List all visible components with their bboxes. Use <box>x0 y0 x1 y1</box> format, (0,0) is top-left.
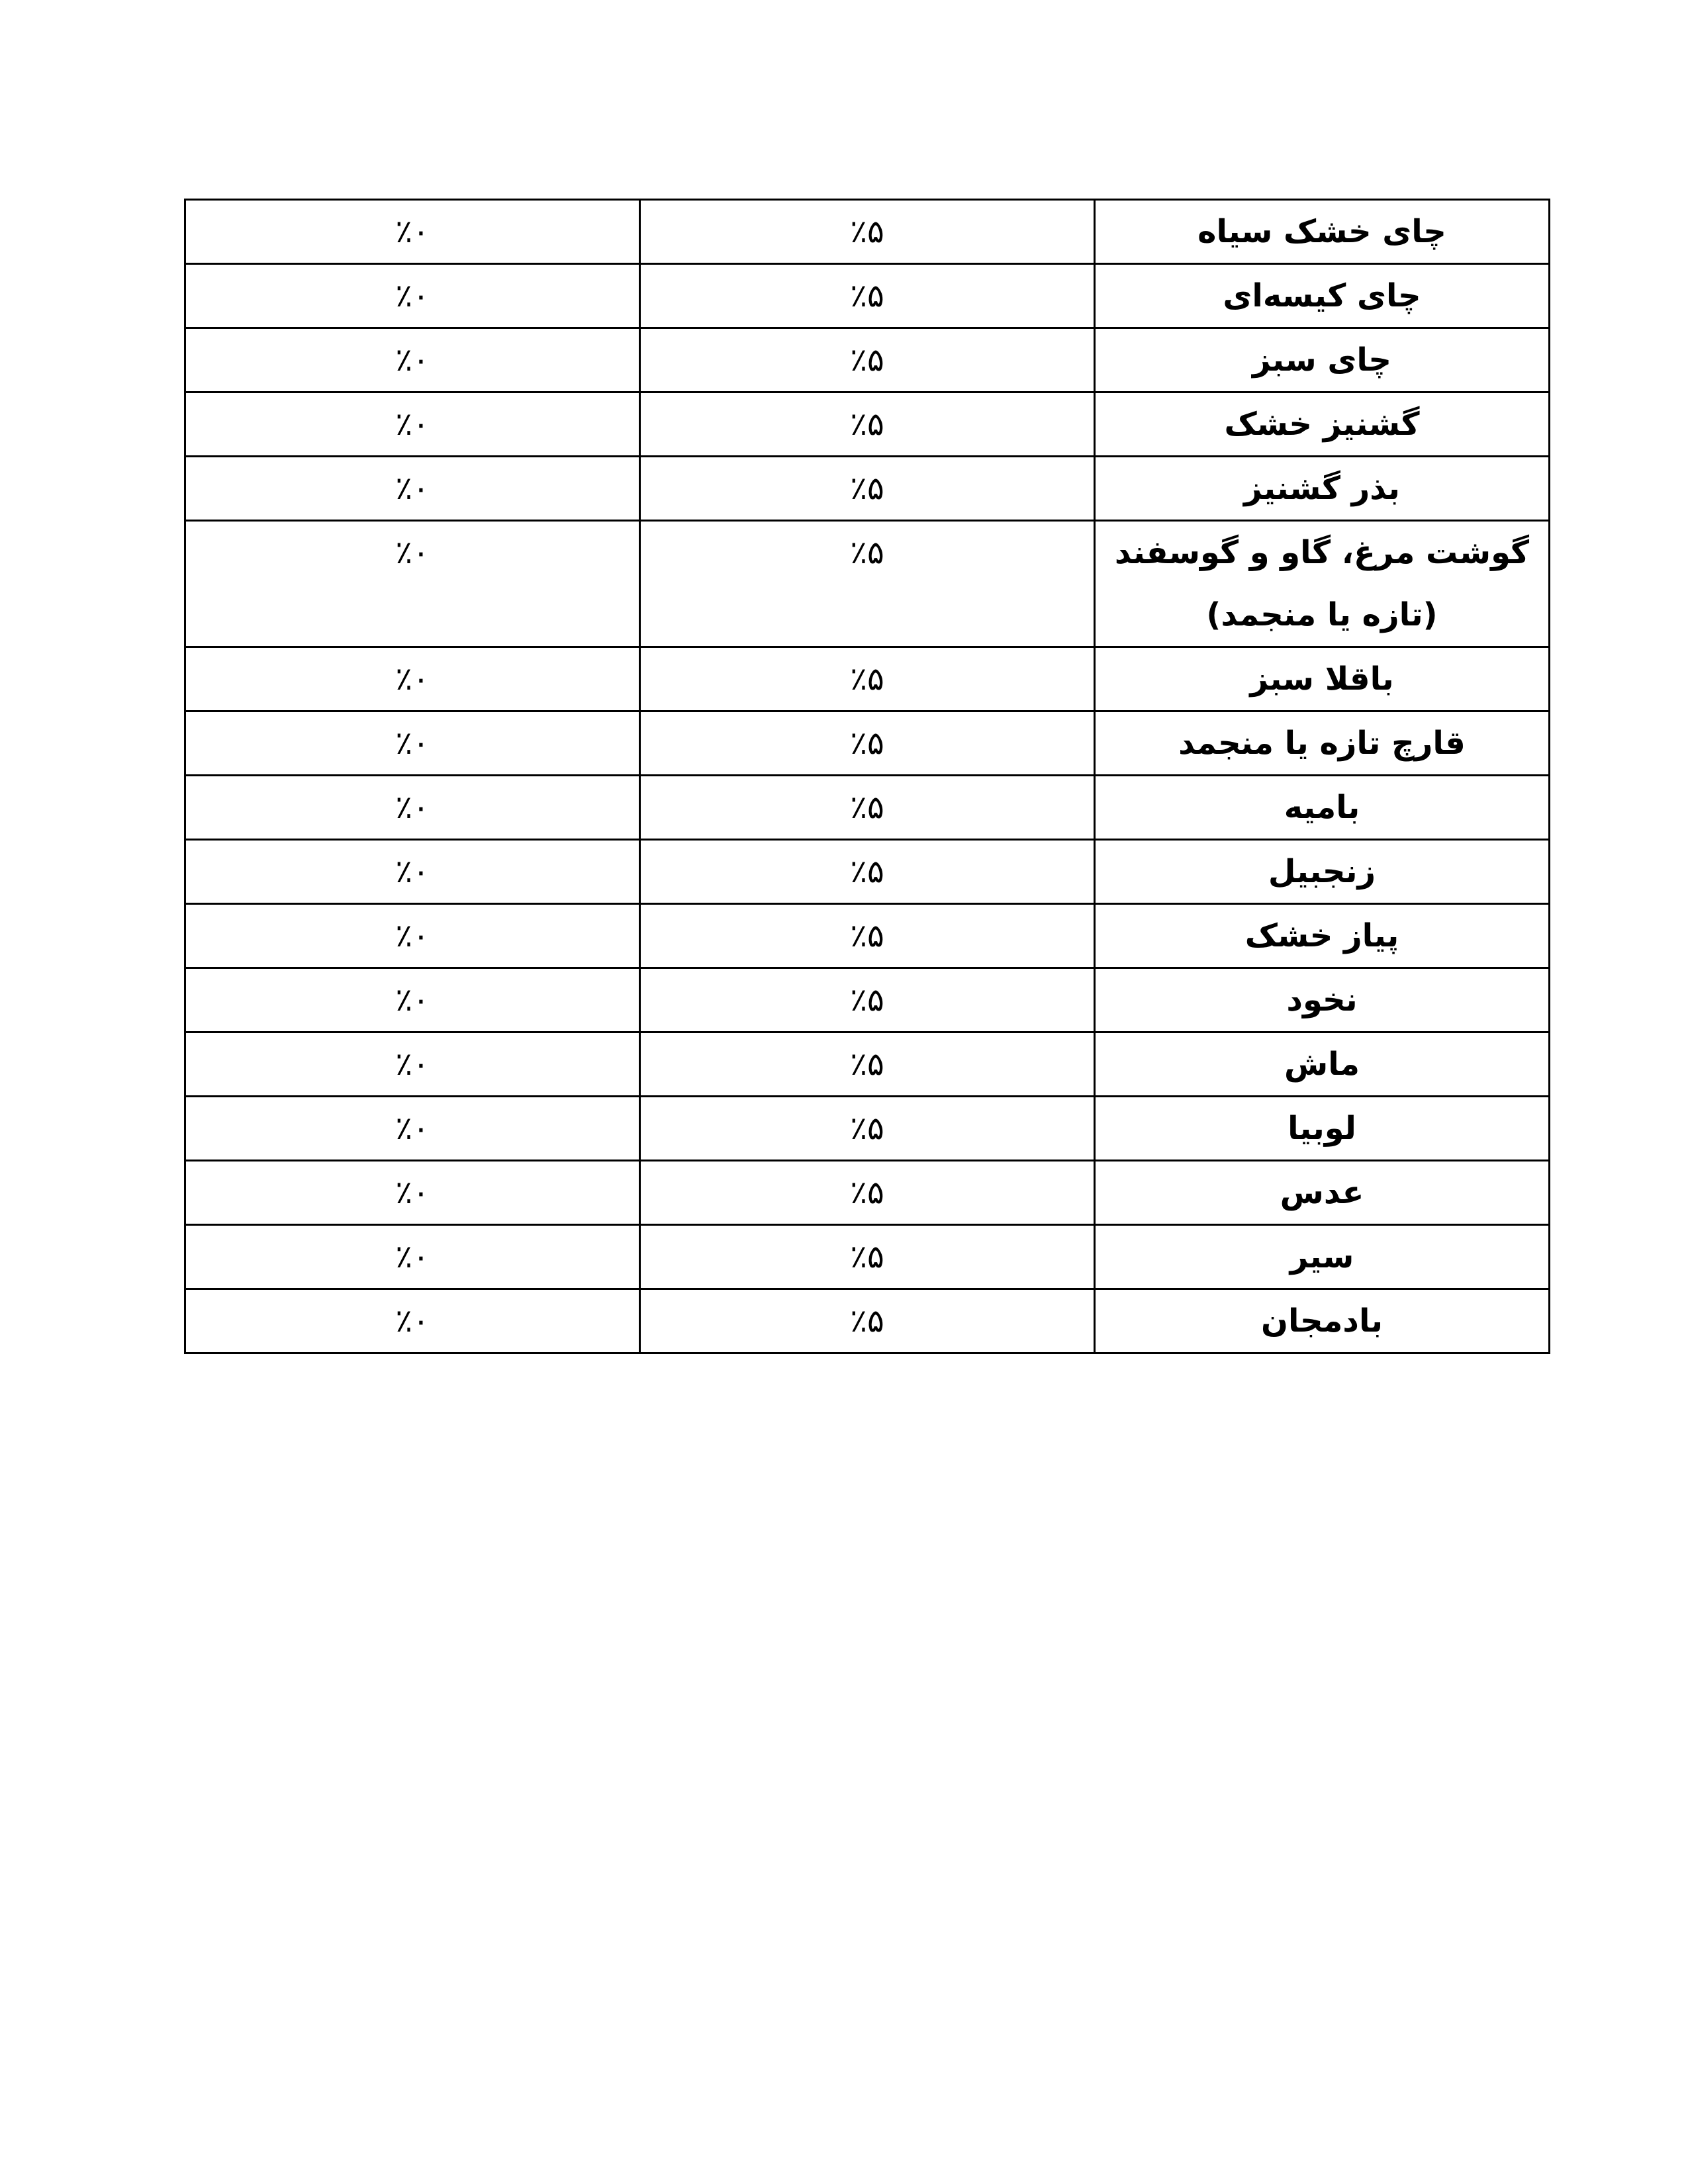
rate-b-cell <box>185 647 640 711</box>
rate-b-value: ٪۰ <box>395 725 430 762</box>
rate-b-cell <box>185 264 640 328</box>
rate-b-cell <box>185 457 640 521</box>
rate-a-value: ٪۵ <box>850 660 884 698</box>
rate-a-value: ٪۵ <box>850 1238 884 1275</box>
table-row <box>185 457 1550 521</box>
item-cell: باقلا سبز <box>1095 647 1550 711</box>
rate-b-value: ٪۰ <box>395 213 430 250</box>
rate-a-cell <box>640 711 1095 776</box>
rate-a-cell <box>640 264 1095 328</box>
rate-b-value: ٪۰ <box>395 853 430 890</box>
rate-b-value: ٪۰ <box>395 789 430 826</box>
table-row <box>185 392 1550 457</box>
rate-a-cell <box>640 904 1095 968</box>
rate-a-value: ٪۵ <box>850 406 884 443</box>
rate-b-value: ٪۰ <box>395 1046 430 1083</box>
rate-a-cell <box>640 1032 1095 1097</box>
rate-b-cell <box>185 904 640 968</box>
table-row <box>185 264 1550 328</box>
rate-a-cell <box>640 1225 1095 1289</box>
item-cell: پیاز خشک <box>1095 904 1550 968</box>
rate-a-value: ٪۵ <box>850 1110 884 1147</box>
item-cell: سیر <box>1095 1225 1550 1289</box>
item-cell: بادمجان <box>1095 1289 1550 1353</box>
table-row <box>185 647 1550 711</box>
rate-b-value: ٪۰ <box>395 1110 430 1147</box>
rate-a-cell <box>640 1289 1095 1353</box>
rate-b-value: ٪۰ <box>395 1302 430 1340</box>
table-row <box>185 1097 1550 1161</box>
rate-b-value: ٪۰ <box>395 277 430 314</box>
item-cell: گشنیز خشک <box>1095 392 1550 457</box>
rate-b-cell <box>185 840 640 904</box>
rate-b-value: ٪۰ <box>395 534 430 571</box>
item-cell: ماش <box>1095 1032 1550 1097</box>
rate-a-value: ٪۵ <box>850 1174 884 1211</box>
rate-a-value: ٪۵ <box>850 725 884 762</box>
table-row <box>185 521 1550 647</box>
rate-b-cell <box>185 1225 640 1289</box>
rate-b-value: ٪۰ <box>395 470 430 507</box>
rate-b-value: ٪۰ <box>395 1238 430 1275</box>
rate-a-cell <box>640 521 1095 647</box>
tariff-table <box>184 199 1550 1354</box>
rate-a-value: ٪۵ <box>850 917 884 954</box>
rate-a-value: ٪۵ <box>850 1302 884 1340</box>
item-cell: چای سبز <box>1095 328 1550 392</box>
rate-b-cell <box>185 968 640 1032</box>
rate-a-value: ٪۵ <box>850 981 884 1019</box>
rate-b-value: ٪۰ <box>395 341 430 379</box>
table-row <box>185 968 1550 1032</box>
rate-b-value: ٪۰ <box>395 981 430 1019</box>
item-cell: زنجبیل <box>1095 840 1550 904</box>
rate-a-value: ٪۵ <box>850 341 884 379</box>
rate-a-value: ٪۵ <box>850 213 884 250</box>
item-cell: قارچ تازه یا منجمد <box>1095 711 1550 776</box>
rate-b-cell <box>185 1289 640 1353</box>
table-row <box>185 904 1550 968</box>
rate-b-cell <box>185 1032 640 1097</box>
rate-a-value: ٪۵ <box>850 1046 884 1083</box>
rate-b-value: ٪۰ <box>395 1174 430 1211</box>
table-row <box>185 328 1550 392</box>
item-cell: عدس <box>1095 1161 1550 1225</box>
table-row <box>185 711 1550 776</box>
rate-b-value: ٪۰ <box>395 917 430 954</box>
table-row <box>185 200 1550 264</box>
rate-a-cell <box>640 200 1095 264</box>
rate-b-cell <box>185 711 640 776</box>
item-cell: لوبیا <box>1095 1097 1550 1161</box>
rate-b-cell <box>185 200 640 264</box>
item-cell: بذر گشنیز <box>1095 457 1550 521</box>
item-cell: بامیه <box>1095 776 1550 840</box>
rate-a-cell <box>640 647 1095 711</box>
item-cell: گوشت مرغ، گاو و گوسفند (تازه یا منجمد) <box>1095 521 1550 647</box>
rate-a-cell <box>640 1097 1095 1161</box>
rate-b-cell <box>185 328 640 392</box>
rate-a-cell <box>640 457 1095 521</box>
rate-b-cell <box>185 1097 640 1161</box>
rate-b-cell <box>185 521 640 647</box>
rate-a-value: ٪۵ <box>850 470 884 507</box>
table-row <box>185 1289 1550 1353</box>
rate-a-cell <box>640 392 1095 457</box>
table-row <box>185 1225 1550 1289</box>
rate-a-cell <box>640 328 1095 392</box>
rate-a-cell <box>640 840 1095 904</box>
rate-a-value: ٪۵ <box>850 277 884 314</box>
rate-a-value: ٪۵ <box>850 853 884 890</box>
table-row <box>185 776 1550 840</box>
table-row <box>185 1161 1550 1225</box>
rate-a-cell <box>640 968 1095 1032</box>
item-cell: نخود <box>1095 968 1550 1032</box>
table-row <box>185 1032 1550 1097</box>
rate-a-cell <box>640 776 1095 840</box>
rate-b-cell <box>185 776 640 840</box>
rate-a-value: ٪۵ <box>850 789 884 826</box>
table-row <box>185 840 1550 904</box>
rate-b-cell <box>185 1161 640 1225</box>
item-cell: چای خشک سیاه <box>1095 200 1550 264</box>
rate-b-value: ٪۰ <box>395 406 430 443</box>
rate-a-value: ٪۵ <box>850 534 884 571</box>
rate-b-value: ٪۰ <box>395 660 430 698</box>
rate-b-cell <box>185 392 640 457</box>
rate-a-cell <box>640 1161 1095 1225</box>
item-cell: چای کیسه‌ای <box>1095 264 1550 328</box>
